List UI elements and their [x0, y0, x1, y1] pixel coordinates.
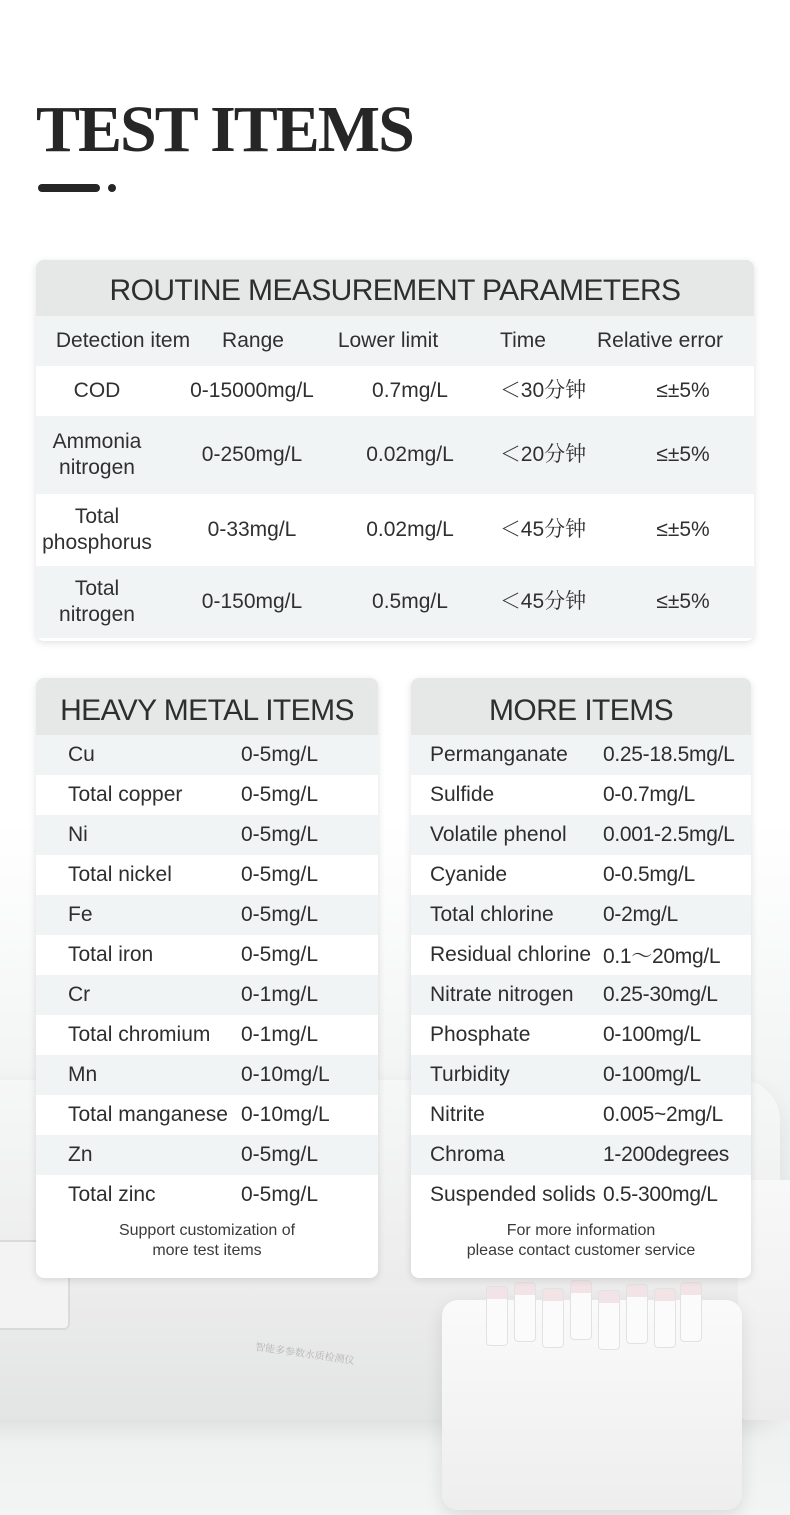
item-name: Ni: [68, 823, 88, 846]
reagent-vials: [480, 1278, 710, 1348]
detection-item: COD: [73, 379, 121, 402]
relative-error: ≤±5%: [656, 379, 710, 402]
item-range: 0.1～20mg/L: [603, 945, 721, 968]
list-item: [36, 1135, 378, 1175]
detection-item: Total phosphorus: [42, 505, 152, 554]
note-line: more test items: [152, 1242, 262, 1259]
item-name: Cyanide: [430, 863, 508, 886]
lower-limit: 0.5mg/L: [372, 590, 448, 613]
list-item: [36, 1175, 378, 1215]
item-name: Total chromium: [68, 1023, 211, 1046]
column-header: Detection item: [55, 329, 191, 352]
item-name: Turbidity: [430, 1063, 510, 1086]
item-name: Cr: [68, 983, 91, 1006]
time: ＜30分钟: [499, 379, 587, 402]
lower-limit: 0.02mg/L: [366, 518, 454, 541]
time: ＜45分钟: [499, 518, 587, 541]
routine-parameters-card: [36, 260, 754, 641]
item-range: 0.001-2.5mg/L: [603, 823, 735, 846]
item-range: 0-5mg/L: [241, 1143, 319, 1166]
item-name: Total zinc: [68, 1183, 156, 1206]
item-name: Nitrite: [430, 1103, 485, 1126]
range: 0-150mg/L: [201, 590, 303, 613]
vial: [626, 1284, 648, 1344]
vial: [514, 1282, 536, 1342]
range: 0-33mg/L: [207, 518, 297, 541]
item-name: Total copper: [68, 783, 183, 806]
customization-note: [36, 1215, 378, 1261]
item-range: 0.25-30mg/L: [603, 983, 718, 1006]
column-header: Range: [222, 329, 284, 352]
vial: [598, 1290, 620, 1350]
list-item: [36, 855, 378, 895]
detection-item: Total nitrogen: [59, 577, 135, 626]
list-item: [36, 815, 378, 855]
item-name: Zn: [68, 1143, 93, 1166]
item-name: Phosphate: [430, 1023, 531, 1046]
list-item: [411, 1135, 751, 1175]
item-name: Sulfide: [430, 783, 495, 806]
detection-item: Ammonia nitrogen: [52, 430, 142, 479]
vial: [570, 1280, 592, 1340]
table-header-row: [36, 316, 754, 366]
item-range: 0-100mg/L: [603, 1023, 701, 1046]
column-header: Time: [500, 329, 546, 352]
item-range: 0-0.7mg/L: [603, 783, 695, 806]
item-name: Total nickel: [68, 863, 172, 886]
list-item: [411, 775, 751, 815]
card-title: MORE ITEMS: [411, 678, 751, 735]
relative-error: ≤±5%: [656, 590, 710, 613]
list-item: [36, 935, 378, 975]
item-range: 0-1mg/L: [241, 1023, 319, 1046]
list-item: [411, 895, 751, 935]
more-items-card: [411, 678, 751, 1278]
time: ＜20分钟: [499, 443, 587, 466]
table-row: [36, 366, 754, 416]
vial: [654, 1288, 676, 1348]
card-title: HEAVY METAL ITEMS: [36, 678, 378, 735]
item-range: 0-5mg/L: [241, 903, 319, 926]
item-range: 0-5mg/L: [241, 943, 319, 966]
table-row: [36, 416, 754, 494]
list-item: [411, 1015, 751, 1055]
table-row: [36, 566, 754, 638]
list-item: [411, 1055, 751, 1095]
item-range: 0.25-18.5mg/L: [603, 743, 735, 766]
column-header: Relative error: [596, 329, 724, 352]
item-range: 0-5mg/L: [241, 783, 319, 806]
item-name: Cu: [68, 743, 95, 766]
item-range: 0-5mg/L: [241, 823, 319, 846]
item-name: Permanganate: [430, 743, 568, 766]
time: ＜45分钟: [499, 590, 587, 613]
list-item: [411, 935, 751, 975]
item-range: 0-100mg/L: [603, 1063, 701, 1086]
item-name: Fe: [68, 903, 93, 926]
list-item: [36, 975, 378, 1015]
range: 0-15000mg/L: [190, 379, 314, 402]
list-item: [411, 735, 751, 775]
list-item: [36, 735, 378, 775]
item-range: 0-10mg/L: [241, 1063, 330, 1086]
list-item: [411, 855, 751, 895]
note-line: For more information: [506, 1222, 656, 1239]
item-name: Total iron: [68, 943, 154, 966]
card-title: ROUTINE MEASUREMENT PARAMETERS: [36, 260, 754, 316]
item-range: 1-200degrees: [603, 1143, 729, 1166]
page-title: TEST ITEMS: [36, 93, 413, 166]
lower-limit: 0.7mg/L: [372, 379, 448, 402]
relative-error: ≤±5%: [656, 443, 710, 466]
item-range: 0-0.5mg/L: [603, 863, 695, 886]
item-name: Suspended solids: [430, 1183, 596, 1206]
table-row: [36, 494, 754, 566]
item-name: Chroma: [430, 1143, 505, 1166]
list-item: [411, 1095, 751, 1135]
range: 0-250mg/L: [201, 443, 303, 466]
lower-limit: 0.02mg/L: [366, 443, 454, 466]
note-line: Support customization of: [118, 1222, 296, 1239]
column-header: Lower limit: [337, 329, 439, 352]
item-range: 0.5-300mg/L: [603, 1183, 718, 1206]
list-item: [36, 895, 378, 935]
item-range: 0-1mg/L: [241, 983, 319, 1006]
item-name: Nitrate nitrogen: [430, 983, 574, 1006]
list-item: [36, 775, 378, 815]
item-name: Residual chlorine: [430, 943, 592, 966]
item-range: 0-5mg/L: [241, 743, 319, 766]
list-item: [36, 1095, 378, 1135]
list-item: [411, 815, 751, 855]
item-range: 0.005~2mg/L: [603, 1103, 723, 1126]
contact-note: [411, 1215, 751, 1261]
item-name: Mn: [68, 1063, 98, 1086]
vial: [680, 1282, 702, 1342]
underline-bar: [38, 184, 100, 192]
item-range: 0-2mg/L: [603, 903, 678, 926]
note-line: please contact customer service: [466, 1242, 696, 1259]
relative-error: ≤±5%: [656, 518, 710, 541]
list-item: [411, 1175, 751, 1215]
item-name: Total chlorine: [430, 903, 554, 926]
vial: [542, 1288, 564, 1348]
list-item: [36, 1055, 378, 1095]
list-item: [411, 975, 751, 1015]
item-range: 0-5mg/L: [241, 1183, 319, 1206]
instrument-label: 智能多参数水质检测仪: [254, 1342, 356, 1367]
heavy-metal-card: [36, 678, 378, 1278]
item-name: Volatile phenol: [430, 823, 567, 846]
vial: [486, 1286, 508, 1346]
list-item: [36, 1015, 378, 1055]
item-range: 0-10mg/L: [241, 1103, 330, 1126]
underline-dot: [108, 184, 116, 192]
item-name: Total manganese: [68, 1103, 228, 1126]
item-range: 0-5mg/L: [241, 863, 319, 886]
